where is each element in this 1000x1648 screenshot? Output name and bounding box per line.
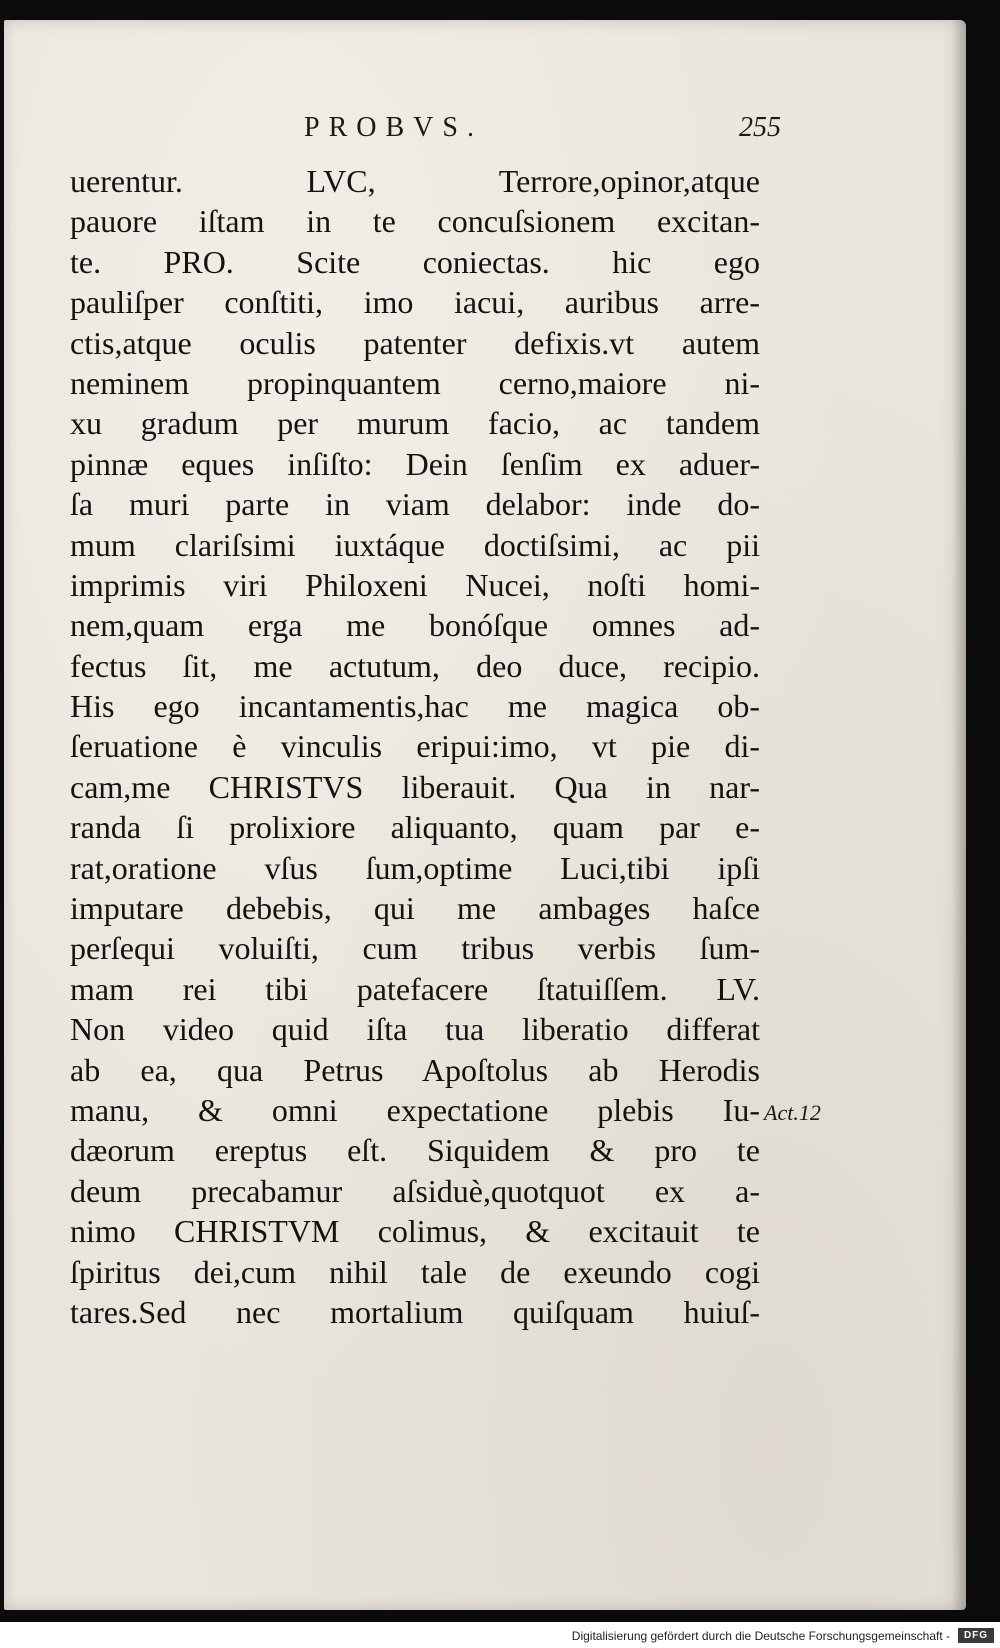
text-line: dæorum ereptus eſt. Siquidem & pro te [70, 1132, 760, 1169]
text-line: ſpiritus dei,cum nihil tale de exeundo cogi [70, 1253, 760, 1290]
text-line: Non video quid iſta tua liberatio differat [70, 1011, 760, 1048]
text-line: nem,quam erga me bonóſque omnes ad- [70, 607, 760, 644]
text-line: fectus ſit, me actutum, deo duce, recipio. [70, 647, 760, 684]
text-line: ab ea, qua Petrus Apoſtolus ab Herodis [70, 1051, 760, 1088]
text-line: His ego incantamentis,hac me magica ob- [70, 688, 760, 725]
text-line: neminem propinquantem cerno,maiore ni- [70, 364, 760, 401]
body-text [70, 161, 760, 1332]
text-line: manu, & omni expectatione plebis Iu- [70, 1091, 760, 1128]
book-page [4, 20, 966, 1610]
text-line: ctis,atque oculis patenter defixis.vt autem [70, 324, 760, 361]
text-line: cam,me CHRISTVS liberauit. Qua in nar- [70, 768, 760, 805]
text-line: imputare debebis, qui me ambages haſce [70, 890, 760, 927]
margin-note: Act.12 [764, 1100, 821, 1125]
text-line: pinnæ eques inſiſto: Dein ſenſim ex aduer- [70, 445, 760, 482]
text-line: ſeruatione è vinculis eripui:imo, vt pie di- [70, 728, 760, 765]
dfg-logo-icon: DFG [958, 1628, 994, 1643]
footer-credit: Digitalisierung gefördert durch die Deutsche Forschungsgemeinschaft - [571, 1629, 950, 1643]
text-line: ſa muri parte in viam delabor: inde do- [70, 486, 760, 523]
text-line: perſequi voluiſti, cum tribus verbis ſum- [70, 930, 760, 967]
text-line: nimo CHRISTVM colimus, & excitauit te [70, 1213, 760, 1250]
text-line: tares.Sed nec mortalium quiſquam huiuſ- [70, 1293, 760, 1330]
text-line: rat,oratione vſus ſum,optime Luci,tibi ipſi [70, 849, 760, 886]
text-line: pauliſper conſtiti, imo iacui, auribus arre- [70, 284, 760, 321]
running-head: PROBVS. [304, 112, 483, 143]
text-line: xu gradum per murum facio, ac tandem [70, 405, 760, 442]
text-line: deum precabamur aſsiduè,quotquot ex a- [70, 1172, 760, 1209]
text-line: mum clariſsimi iuxtáque doctiſsimi, ac pii [70, 526, 760, 563]
digitization-footer [0, 1622, 1000, 1648]
text-line: te. PRO. Scite coniectas. hic ego [70, 243, 760, 280]
text-line: randa ſi prolixiore aliquanto, quam par e- [70, 809, 760, 846]
page-number: 255 [739, 112, 781, 143]
text-line: imprimis viri Philoxeni Nucei, noſti homi- [70, 566, 760, 603]
text-line: mam rei tibi patefacere ſtatuiſſem. LV. [70, 970, 760, 1007]
page-gutter-shadow [952, 20, 966, 1610]
text-line: uerentur. LVC, Terrore,opinor,atque [70, 163, 760, 199]
text-line: pauore iſtam in te concuſsionem excitan- [70, 203, 760, 240]
